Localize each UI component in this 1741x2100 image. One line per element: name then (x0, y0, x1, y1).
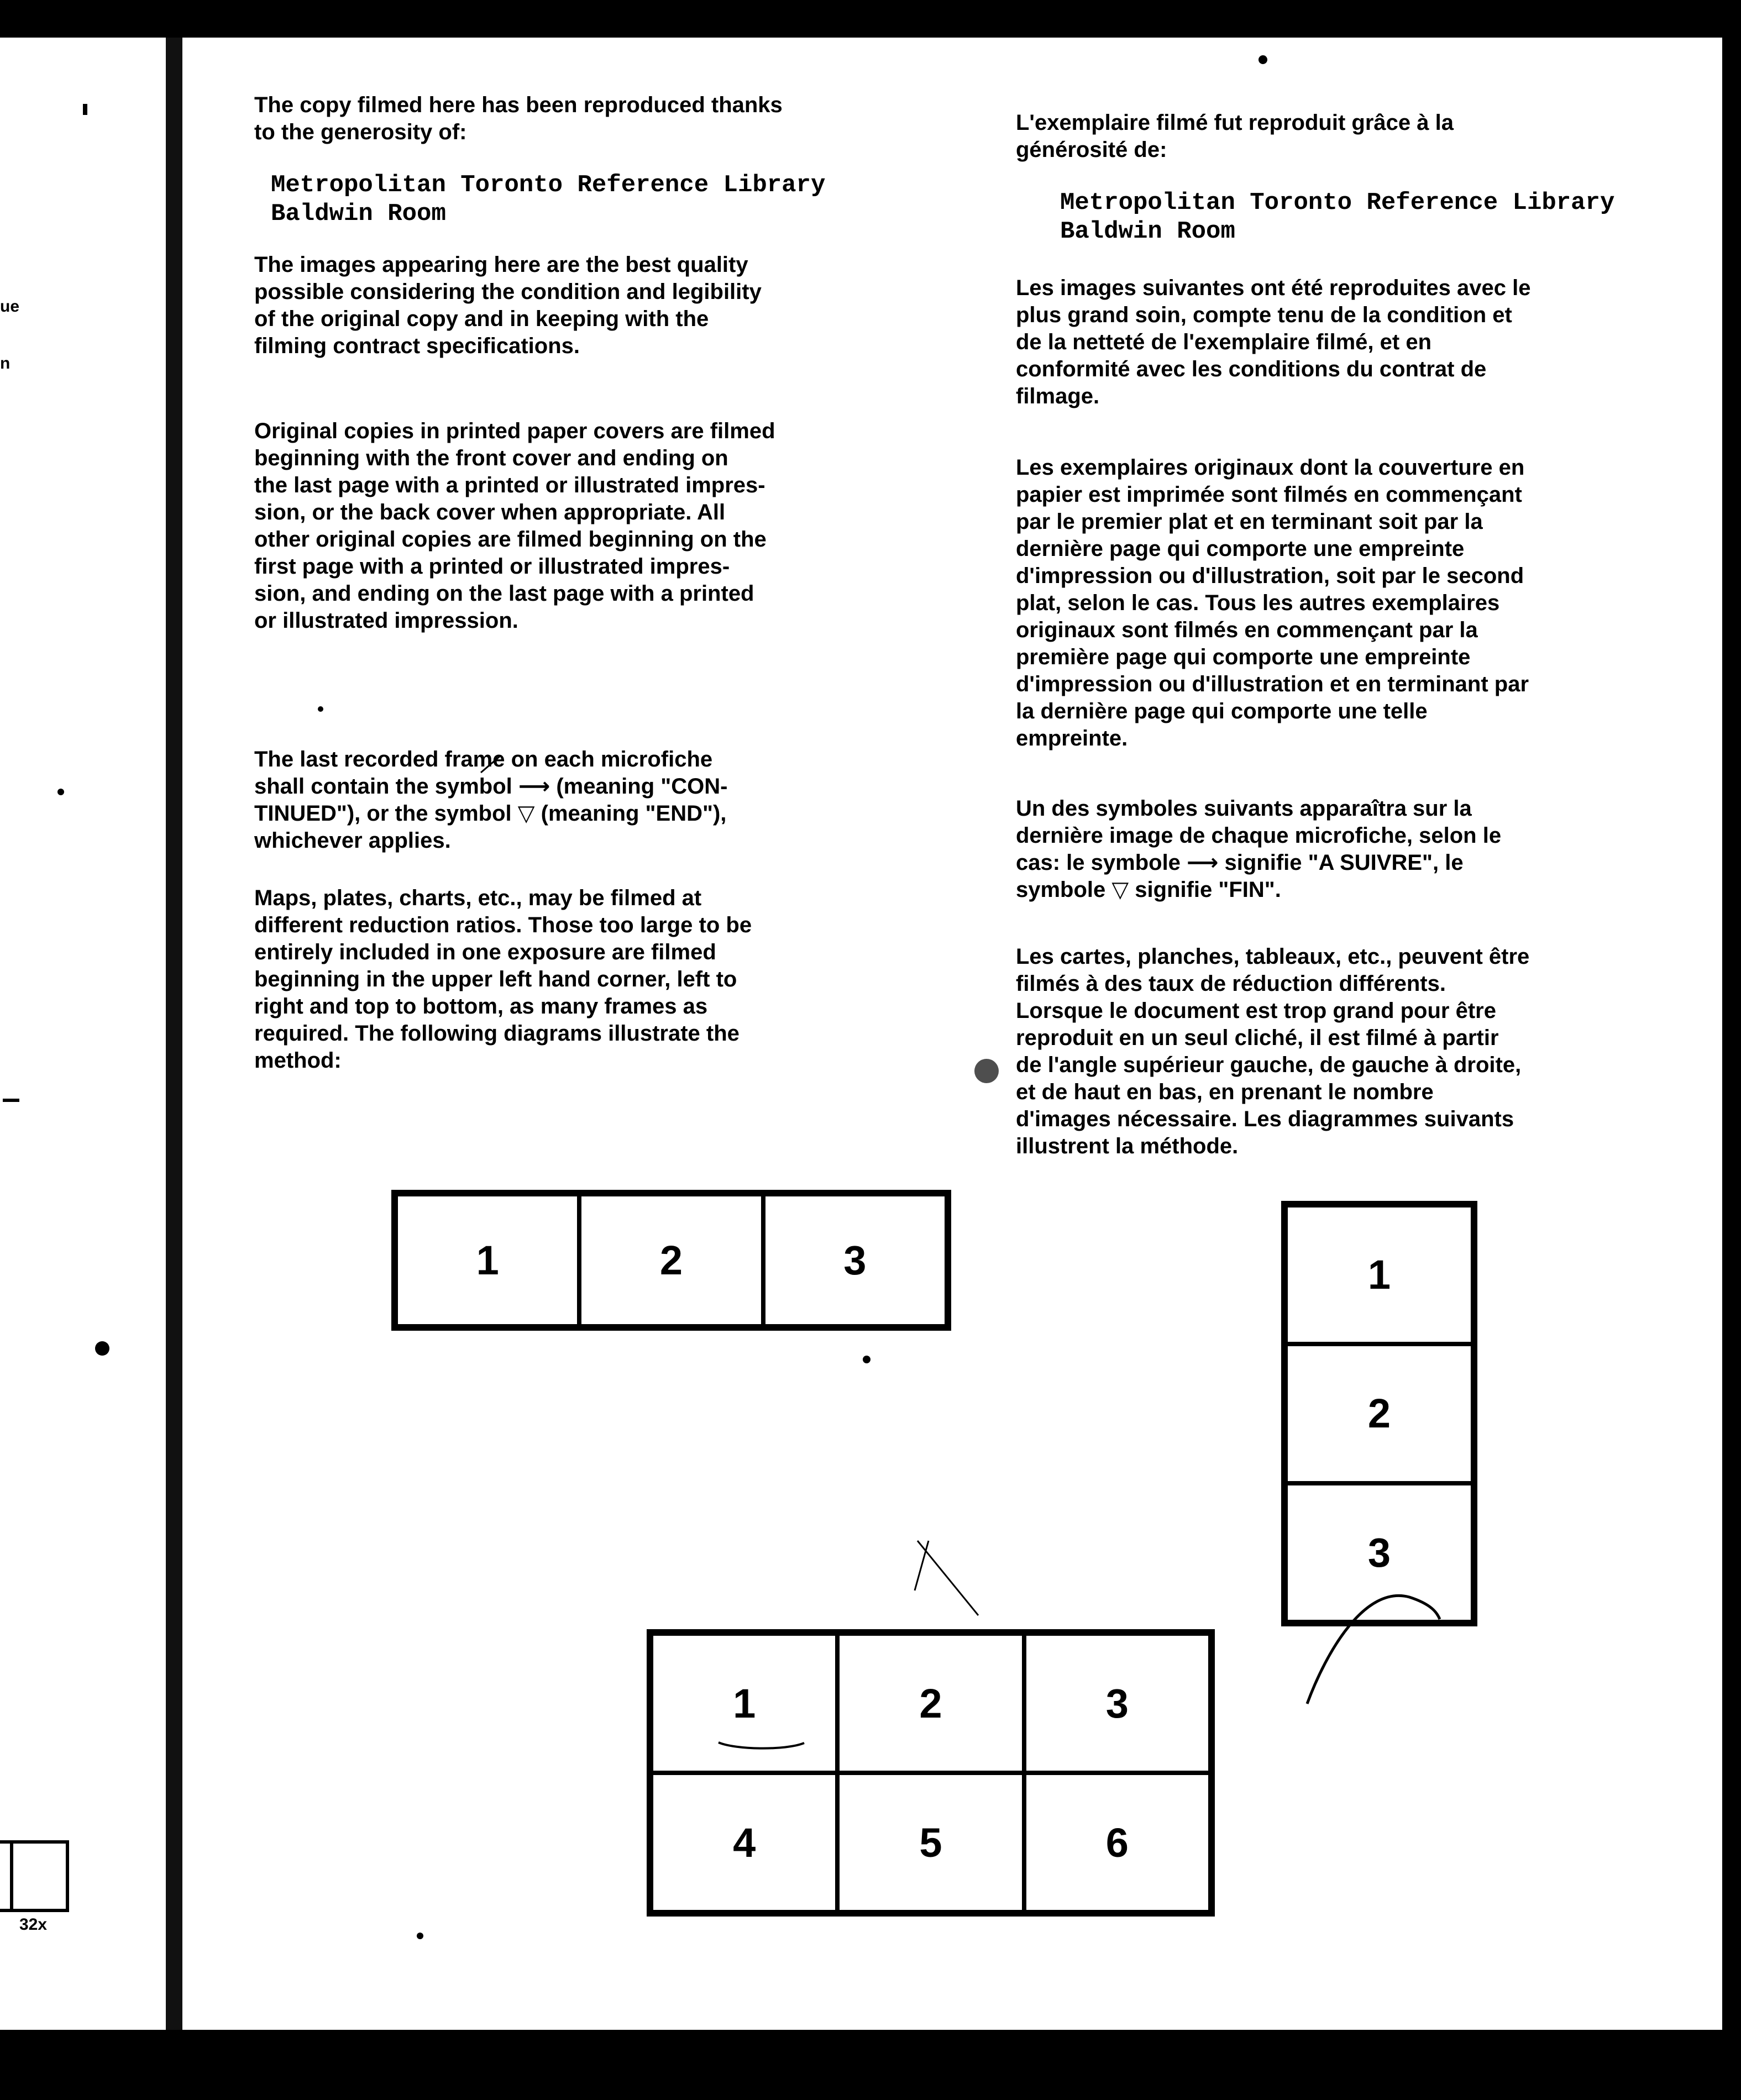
pen-stroke-mark (915, 1541, 978, 1615)
english-symbol-note: The last recorded frame on each microfiche shall contain the symbol ⟶ (meaning "CON- TINUED"), or the symbol ▽ (meaning "END"), whichever applies. (254, 747, 728, 853)
english-quality-note: The images appearing here are the best quality possible considering the condition and legibility of the original copy and in keeping with the filming contract specifications. (254, 253, 762, 358)
frame-cell: 1 (651, 1634, 837, 1773)
french-credit-intro: L'exemplaire filmé fut reproduit grâce à la générosité de: (1016, 111, 1454, 162)
dust-speck (863, 1356, 870, 1363)
english-library-name: Metropolitan Toronto Reference Library Baldwin Room (271, 171, 826, 228)
dust-speck (57, 789, 64, 795)
scan-artifacts (0, 38, 1722, 2030)
pen-stroke-mark (719, 1742, 804, 1749)
frame-cell: 1 (396, 1194, 579, 1326)
french-quality-note: Les images suivantes ont été reproduites avec le plus grand soin, compte tenu de la condition et de la netteté de l'exemplaire filmé, et en conformité avec les conditions du contrat de filmage. (1016, 276, 1531, 408)
dust-speck (95, 1341, 109, 1356)
dust-speck (3, 1099, 19, 1102)
french-symbol-note: Un des symboles suivants apparaîtra sur la dernière image de chaque microfiche, selon le cas: le symbole ⟶ signifie "A SUIVRE", le symbole ▽ signifie "FIN". (1016, 796, 1502, 902)
frame-cell: 2 (1286, 1344, 1473, 1483)
dust-speck (318, 706, 323, 712)
frame-cell: 5 (837, 1773, 1024, 1912)
french-reduction-note: Les cartes, planches, tableaux, etc., peuvent être filmés à des taux de réduction différents. Lorsque le document est trop grand pour être reproduit en un seul cliché, il est filmé à partir de l'angle supérieur gauche, de gauche à droite, et de haut en bas, en prenant le nombre d'images nécessaire. Les diagrammes suivants illustrent la méthode. (1016, 944, 1530, 1158)
frame-cell: 3 (763, 1194, 947, 1326)
english-reduction-note: Maps, plates, charts, etc., may be filmed at different reduction ratios. Those too large to be entirely included in one exposure are filmed beginning in the upper left hand corner, left to right and top to bottom, as many frames as required. The following diagrams illustrate the method: (254, 886, 752, 1073)
microfiche-target-page (0, 38, 1722, 2030)
frame-cell: 3 (1286, 1483, 1473, 1622)
dust-speck (974, 1059, 999, 1083)
frame-cell: 4 (651, 1773, 837, 1912)
dust-speck (83, 104, 87, 115)
edge-fragment-text: ue (0, 297, 20, 316)
edge-fragment-text: n (0, 354, 11, 372)
reduction-ratio-label: 32x (19, 1915, 48, 1934)
frame-cell: 1 (1286, 1205, 1473, 1344)
frame-cell: 2 (579, 1194, 763, 1326)
pen-stroke-mark (481, 756, 500, 773)
frame-cell: 6 (1024, 1773, 1210, 1912)
english-cover-filming-note: Original copies in printed paper covers are filmed beginning with the front cover and ending on the last page with a printed or illustrated impres- sion, or the back cover when appropriate. All other original copies are filmed beginning on the first page with a printed or illustrated impres- sion, and ending on the last page with a printed or illustrated impression. (254, 419, 775, 633)
pen-stroke-mark (1307, 1595, 1440, 1704)
dust-speck (1258, 55, 1267, 64)
dust-speck (417, 1933, 423, 1939)
frame-cell: 3 (1024, 1634, 1210, 1773)
french-library-name: Metropolitan Toronto Reference Library Baldwin Room (1060, 189, 1615, 245)
french-cover-filming-note: Les exemplaires originaux dont la couverture en papier est imprimée sont filmés en commençant par le premier plat et en terminant soit par la dernière page qui comporte une empreinte d'impression ou d'illustration, soit par le second plat, selon le cas. Tous les autres exemplaires originaux sont filmés en commençant par la première page qui comporte une empreinte d'impression ou d'illustration et en terminant par la dernière page qui comporte une telle empreinte. (1016, 455, 1529, 750)
frame-cell: 2 (837, 1634, 1024, 1773)
english-credit-intro: The copy filmed here has been reproduced thanks to the generosity of: (254, 93, 783, 144)
